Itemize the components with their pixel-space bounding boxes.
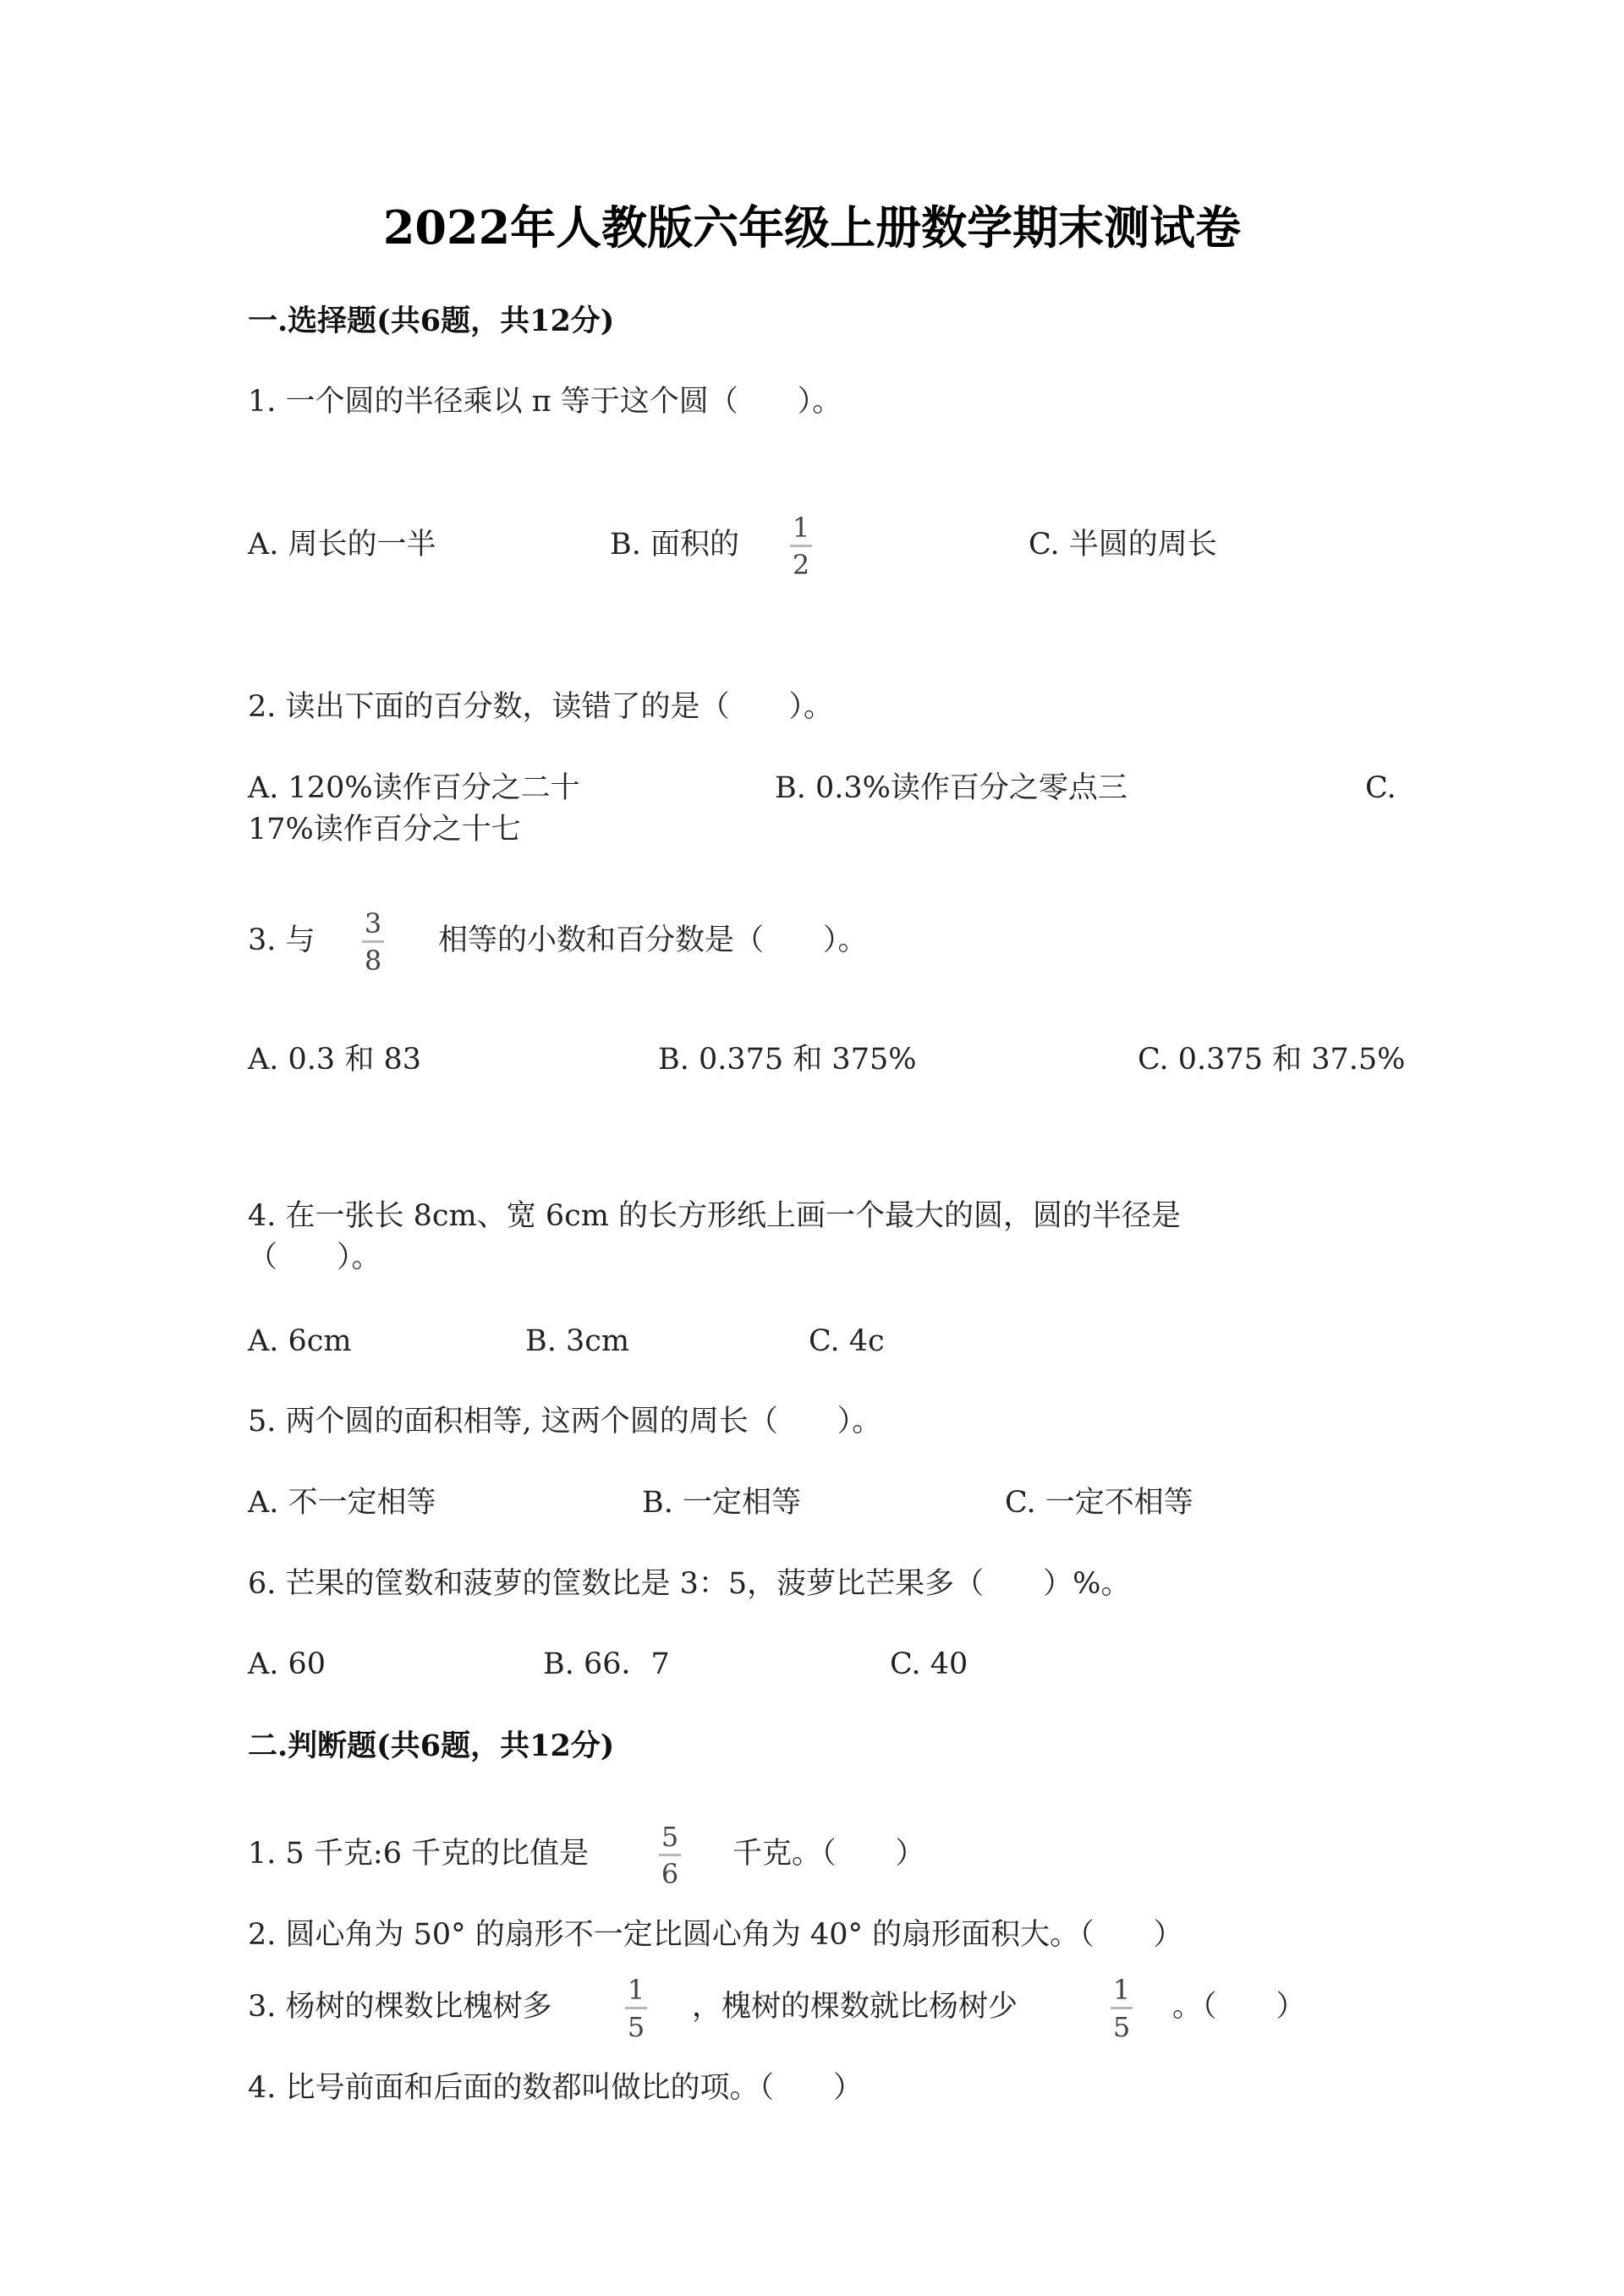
fraction-one-fifth-first — [625, 1976, 647, 2041]
page-title: 2022年人教版六年级上册数学期末测试卷 — [382, 200, 1242, 255]
question-5-stem: 5. 两个圆的面积相等, 这两个圆的周长（ ）。 — [248, 1405, 882, 1438]
section-heading-multiple-choice: 一.选择题(共6题，共12分) — [248, 304, 615, 338]
fraction-numerator: 1 — [792, 512, 810, 544]
question-5-option-b: B. 一定相等 — [642, 1486, 801, 1520]
question-6-stem: 6. 芒果的筐数和菠萝的筐数比是 3：5，菠萝比芒果多（ ）%。 — [248, 1567, 1131, 1601]
question-1-option-c: C. 半圆的周长 — [1029, 528, 1217, 562]
fraction-numerator: 1 — [1112, 1974, 1131, 2006]
question-2-stem: 2. 读出下面的百分数，读错了的是（ ）。 — [248, 690, 834, 724]
fraction-denominator: 5 — [627, 2011, 645, 2043]
judgment-3-stem-middle: ，槐树的棵数就比杨树少 — [692, 1990, 1018, 2024]
question-4-option-c: C. 4c — [809, 1324, 885, 1358]
question-3-stem-suffix: 相等的小数和百分数是（ ）。 — [438, 923, 868, 957]
fraction-numerator: 1 — [627, 1974, 645, 2006]
question-2-option-a: A. 120%读作百分之二十 — [248, 771, 580, 805]
fraction-denominator: 2 — [792, 549, 810, 581]
section-heading-true-false: 二.判断题(共6题，共12分) — [248, 1729, 615, 1763]
fraction-one-fifth-second — [1111, 1976, 1133, 2041]
fraction-bar — [1111, 2007, 1133, 2009]
fraction-bar — [625, 2007, 647, 2009]
question-6-option-c: C. 40 — [890, 1647, 968, 1681]
question-2-option-c: C. — [1365, 771, 1396, 805]
question-3-option-a: A. 0.3 和 83 — [248, 1043, 421, 1077]
judgment-4-stem: 4. 比号前面和后面的数都叫做比的项。（ ） — [248, 2071, 864, 2105]
fraction-numerator: 5 — [661, 1821, 679, 1853]
fraction-three-eighths — [362, 907, 384, 977]
question-5-option-a: A. 不一定相等 — [248, 1486, 436, 1520]
question-4-option-a: A. 6cm — [248, 1324, 352, 1358]
question-2-option-c-text: 17%读作百分之十七 — [248, 813, 521, 847]
judgment-1-stem-prefix: 1. 5 千克:6 千克的比值是 — [248, 1837, 590, 1871]
judgment-1-stem-suffix: 千克。（ ） — [732, 1837, 925, 1871]
fraction-bar — [659, 1854, 681, 1856]
question-6-option-b: B. 66．7 — [543, 1647, 670, 1681]
question-1-option-a: A. 周长的一半 — [248, 528, 436, 562]
question-5-option-c: C. 一定不相等 — [1005, 1486, 1193, 1520]
fraction-one-half — [790, 512, 812, 581]
question-3-option-c: C. 0.375 和 37.5% — [1138, 1043, 1406, 1077]
question-2-option-b: B. 0.3%读作百分之零点三 — [775, 771, 1127, 805]
question-3-option-b: B. 0.375 和 375% — [658, 1043, 917, 1077]
fraction-bar — [362, 940, 384, 943]
judgment-2-stem: 2. 圆心角为 50° 的扇形不一定比圆心角为 40° 的扇形面积大。（ ） — [248, 1918, 1183, 1952]
fraction-denominator: 5 — [1112, 2011, 1131, 2043]
question-3-stem-prefix: 3. 与 — [248, 923, 315, 957]
judgment-3-stem-suffix: 。（ ） — [1172, 1990, 1306, 2024]
question-1-stem: 1. 一个圆的半径乘以 π 等于这个圆（ ）。 — [248, 385, 842, 419]
question-4-option-b: B. 3cm — [525, 1324, 630, 1358]
question-1-option-b: B. 面积的 — [610, 528, 739, 562]
question-6-option-a: A. 60 — [248, 1647, 326, 1681]
fraction-numerator: 3 — [364, 907, 382, 940]
fraction-bar — [790, 545, 812, 547]
question-4-stem: 4. 在一张长 8cm、宽 6cm 的长方形纸上画一个最大的圆，圆的半径是 — [248, 1199, 1182, 1233]
question-4-stem-continued: （ ）。 — [248, 1241, 381, 1274]
fraction-denominator: 6 — [661, 1858, 679, 1890]
fraction-denominator: 8 — [364, 945, 382, 977]
fraction-five-sixths — [659, 1823, 681, 1888]
judgment-3-stem-prefix: 3. 杨树的棵数比槐树多 — [248, 1990, 552, 2024]
